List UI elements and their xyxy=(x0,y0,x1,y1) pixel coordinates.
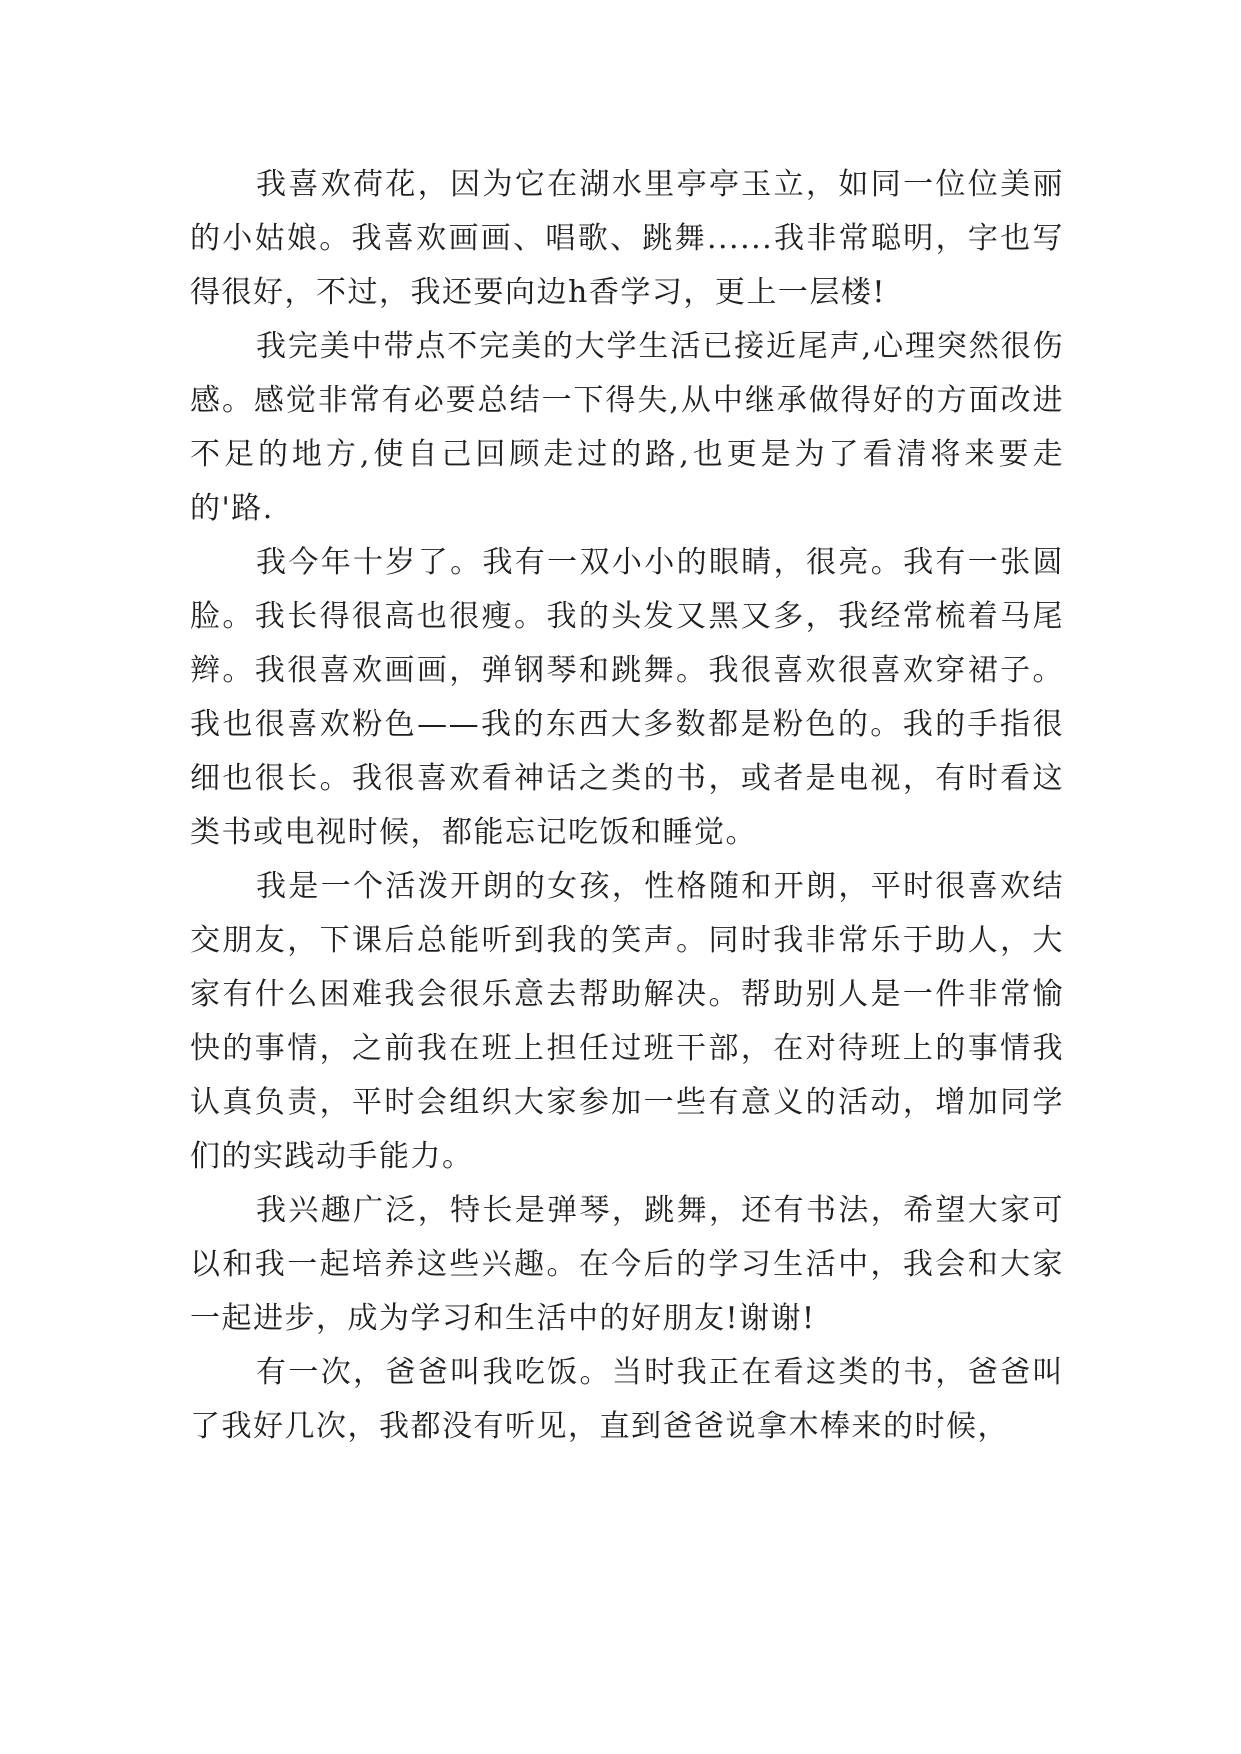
document-body xyxy=(190,158,1064,1454)
paragraph-lotus: 我喜欢荷花，因为它在湖水里亭亭玉立，如同一位位美丽的小姑娘。我喜欢画画、唱歌、跳舞......我非常聪明，字也写得很好，不过，我还要向边h香学习，更上一层楼! xyxy=(190,167,1064,310)
paragraph-anecdote: 有一次，爸爸叫我吃饭。当时我正在看这类的书，爸爸叫了我好几次，我都没有听见，直到爸爸说拿木棒来的时候， xyxy=(190,1355,1064,1444)
paragraph-hobbies: 我兴趣广泛，特长是弹琴，跳舞，还有书法，希望大家可以和我一起培养这些兴趣。在今后的学习生活中，我会和大家一起进步，成为学习和生活中的好朋友!谢谢! xyxy=(190,1193,1064,1336)
paragraph-self-description: 我今年十岁了。我有一双小小的眼睛，很亮。我有一张圆脸。我长得很高也很瘦。我的头发又黑又多，我经常梳着马尾辫。我很喜欢画画，弹钢琴和跳舞。我很喜欢很喜欢穿裙子。我也很喜欢粉色——我的东西大多数都是粉色的。我的手指很细也很长。我很喜欢看神话之类的书，或者是电视，有时看这类书或电视时候，都能忘记吃饭和睡觉。 xyxy=(190,545,1064,850)
paragraph-personality: 我是一个活泼开朗的女孩，性格随和开朗，平时很喜欢结交朋友，下课后总能听到我的笑声。同时我非常乐于助人，大家有什么困难我会很乐意去帮助解决。帮助别人是一件非常愉快的事情，之前我在班上担任过班干部，在对待班上的事情我认真负责，平时会组织大家参加一些有意义的活动，增加同学们的实践动手能力。 xyxy=(190,869,1064,1174)
paragraph-college-life: 我完美中带点不完美的大学生活已接近尾声,心理突然很伤感。感觉非常有必要总结一下得失,从中继承做得好的方面改进不足的地方,使自己回顾走过的路,也更是为了看清将来要走的'路. xyxy=(190,329,1064,526)
